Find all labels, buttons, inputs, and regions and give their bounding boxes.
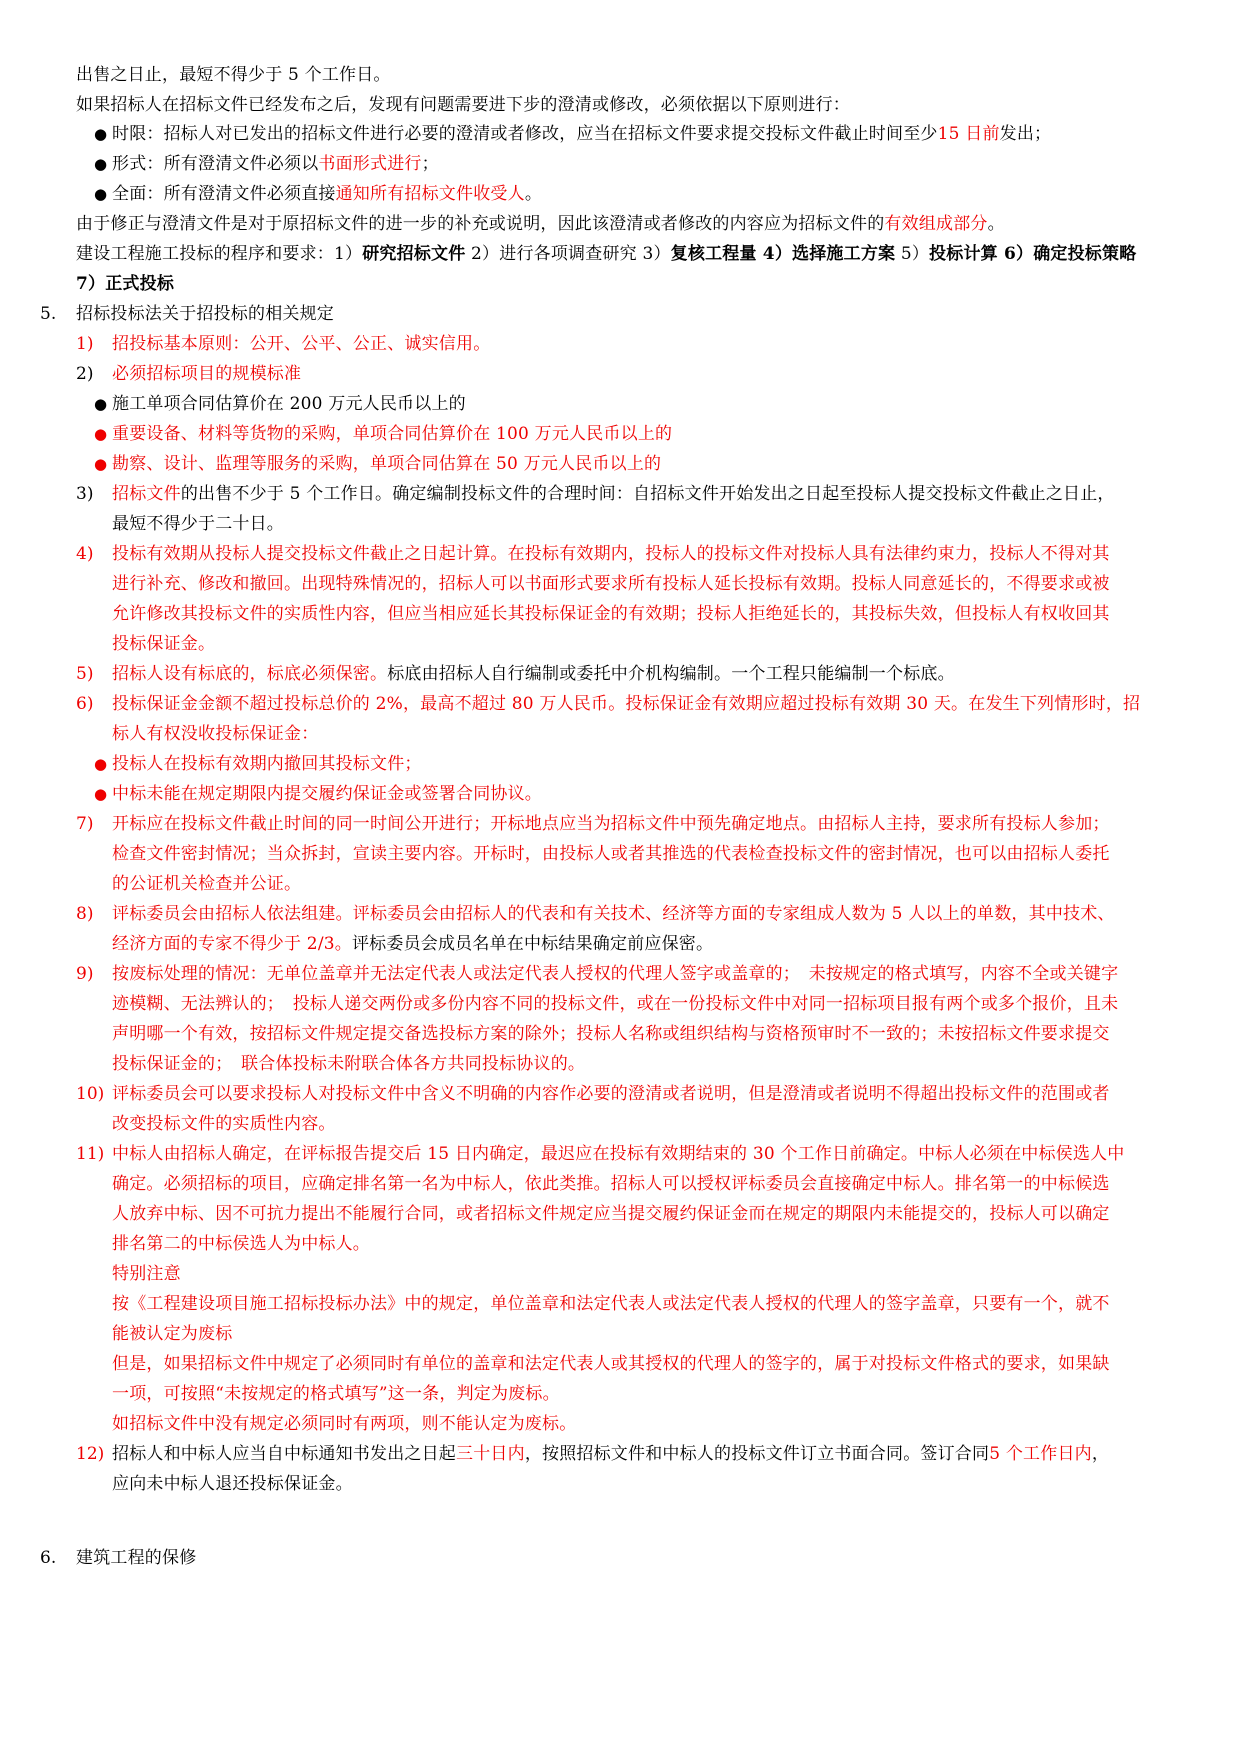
item-text: 招投标基本原则：公开、公平、公正、诚实信用。: [112, 334, 491, 354]
intro-line: 如果招标人在招标文件已经发布之后，发现有问题需要进下步的澄清或修改，必须依据以下原则进行：: [76, 95, 850, 115]
bullet-item: 中标未能在规定期限内提交履约保证金或签署合同协议。: [112, 784, 542, 804]
bullet-item: 施工单项合同估算价在 200 万元人民币以上的: [112, 394, 466, 414]
item-text: 招标文件的出售不少于 5 个工作日。确定编制投标文件的合理时间：自招标文件开始发出之日起至投标人提交投标文件截止之日止，: [112, 484, 1115, 504]
bullet-dot: ●: [94, 755, 108, 773]
note-title: 特别注意: [112, 1264, 181, 1284]
note-text: 但是，如果招标文件中规定了必须同时有单位的盖章和法定代表人或其授权的代理人的签字的，属于对投标文件格式的要求，如果缺: [112, 1354, 1110, 1374]
bullet-item: 形式：所有澄清文件必须以书面形式进行；: [112, 154, 439, 174]
item-text: 标人有权没收投标保证金：: [112, 724, 319, 744]
item-text: 投标保证金。: [112, 634, 216, 654]
item-text: 进行补充、修改和撤回。出现特殊情况的，招标人可以书面形式要求所有投标人延长投标有效期。投标人同意延长的，不得要求或被: [112, 574, 1110, 594]
item-number: 7): [76, 814, 94, 834]
bullet-item: 投标人在投标有效期内撤回其投标文件；: [112, 754, 422, 774]
bullet-dot: ●: [94, 425, 108, 443]
bullet-dot: ●: [94, 785, 108, 803]
item-number: 4): [76, 544, 94, 564]
section-number: 5.: [40, 304, 57, 324]
item-number: 3): [76, 484, 94, 504]
item-text: 声明哪一个有效，按招标文件规定提交备选投标方案的除外；投标人名称或组织结构与资格预审时不一致的；未按招标文件要求提交: [112, 1024, 1110, 1044]
bullet-dot: ●: [94, 455, 108, 473]
bullet-dot: ●: [94, 185, 108, 203]
section-title: 建筑工程的保修: [76, 1548, 197, 1568]
item-text: 的公证机关检查并公证。: [112, 874, 302, 894]
section-number: 6.: [40, 1548, 57, 1568]
note-text: 能被认定为废标: [112, 1324, 233, 1344]
item-text: 必须招标项目的规模标准: [112, 364, 302, 384]
item-number: 1): [76, 334, 94, 354]
item-text: 按废标处理的情况：无单位盖章并无法定代表人或法定代表人授权的代理人签字或盖章的； 未按规定的格式填写，内容不全或关键字: [112, 964, 1119, 984]
bullet-item: 重要设备、材料等货物的采购，单项合同估算价在 100 万元人民币以上的: [112, 424, 673, 444]
intro-line: 出售之日止，最短不得少于 5 个工作日。: [76, 65, 391, 85]
bullet-dot: ●: [94, 395, 108, 413]
item-number: 11): [76, 1144, 105, 1164]
item-text: 评标委员会可以要求投标人对投标文件中含义不明确的内容作必要的澄清或者说明，但是澄清或者说明不得超出投标文件的范围或者: [112, 1084, 1110, 1104]
item-text: 排名第二的中标侯选人为中标人。: [112, 1234, 370, 1254]
item-text: 迹模糊、无法辨认的； 投标人递交两份或多份内容不同的投标文件，或在一份投标文件中对同一招标项目报有两个或多个报价，且未: [112, 994, 1119, 1014]
item-number: 8): [76, 904, 94, 924]
item-text: 中标人由招标人确定，在评标报告提交后 15 日内确定，最迟应在投标有效期结束的 30 个工作日前确定。中标人必须在中标侯选人中: [112, 1144, 1125, 1164]
item-text: 检查文件密封情况；当众拆封，宣读主要内容。开标时，由投标人或者其推选的代表检查投标文件的密封情况，也可以由招标人委托: [112, 844, 1110, 864]
note-text: 如招标文件中没有规定必须同时有两项，则不能认定为废标。: [112, 1414, 577, 1434]
item-number: 9): [76, 964, 94, 984]
item-number: 10): [76, 1084, 105, 1104]
item-text: 改变投标文件的实质性内容。: [112, 1114, 336, 1134]
note-text: 一项，可按照“未按规定的格式填写”这一条，判定为废标。: [112, 1384, 560, 1404]
item-text: 投标保证金金额不超过投标总价的 2%，最高不超过 80 万人民币。投标保证金有效期应超过投标有效期 30 天。在发生下列情形时，招: [112, 694, 1141, 714]
item-text: 最短不得少于二十日。: [112, 514, 284, 534]
item-text: 人放弃中标、因不可抗力提出不能履行合同，或者招标文件规定应当提交履约保证金而在规定的期限内未能提交的，投标人可以确定: [112, 1204, 1110, 1224]
item-text: 投标保证金的； 联合体投标未附联合体各方共同投标协议的。: [112, 1054, 586, 1074]
bullet-dot: ●: [94, 155, 108, 173]
item-text: 允许修改其投标文件的实质性内容，但应当相应延长其投标保证金的有效期；投标人拒绝延长的，其投标失效，但投标人有权收回其: [112, 604, 1110, 624]
item-number: 2): [76, 364, 94, 384]
bullet-item: 全面：所有澄清文件必须直接通知所有招标文件收受人。: [112, 184, 543, 204]
item-text: 确定。必须招标的项目，应确定排名第一名为中标人，依此类推。招标人可以授权评标委员会直接确定中标人。排名第一的中标候选: [112, 1174, 1110, 1194]
item-text: 招标人和中标人应当自中标通知书发出之日起三十日内，按照招标文件和中标人的投标文件订立书面合同。签订合同5 个工作日内，: [112, 1444, 1110, 1464]
bullet-item: 勘察、设计、监理等服务的采购，单项合同估算在 50 万元人民币以上的: [112, 454, 662, 474]
item-number: 12): [76, 1444, 105, 1464]
item-text: 应向未中标人退还投标保证金。: [112, 1474, 353, 1494]
section-title: 招标投标法关于招投标的相关规定: [76, 304, 334, 324]
item-text: 招标人设有标底的，标底必须保密。标底由招标人自行编制或委托中介机构编制。一个工程只能编制一个标底。: [112, 664, 955, 684]
procedure-line: 7）正式投标: [76, 274, 175, 294]
item-number: 6): [76, 694, 94, 714]
note-text: 按《工程建设项目施工招标投标办法》中的规定，单位盖章和法定代表人或法定代表人授权的代理人的签字盖章，只要有一个，就不: [112, 1294, 1110, 1314]
intro-line: 由于修正与澄清文件是对于原招标文件的进一步的补充或说明，因此该澄清或者修改的内容应为招标文件的有效组成部分。: [76, 214, 1005, 234]
item-text: 投标有效期从投标人提交投标文件截止之日起计算。在投标有效期内，投标人的投标文件对投标人具有法律约束力，投标人不得对其: [112, 544, 1110, 564]
procedure-line: 建设工程施工投标的程序和要求：1）研究招标文件 2）进行各项调查研究 3）复核工程量 4）选择施工方案 5）投标计算 6）确定投标策略: [76, 244, 1137, 264]
item-text: 开标应在投标文件截止时间的同一时间公开进行；开标地点应当为招标文件中预先确定地点。由招标人主持，要求所有投标人参加；: [112, 814, 1110, 834]
bullet-dot: ●: [94, 125, 108, 143]
item-number: 5): [76, 664, 94, 684]
item-text: 经济方面的专家不得少于 2/3。评标委员会成员名单在中标结果确定前应保密。: [112, 934, 714, 954]
bullet-item: 时限：招标人对已发出的招标文件进行必要的澄清或者修改，应当在招标文件要求提交投标文件截止时间至少15 日前发出；: [112, 124, 1052, 144]
item-text: 评标委员会由招标人依法组建。评标委员会由招标人的代表和有关技术、经济等方面的专家组成人数为 5 人以上的单数，其中技术、: [112, 904, 1115, 924]
